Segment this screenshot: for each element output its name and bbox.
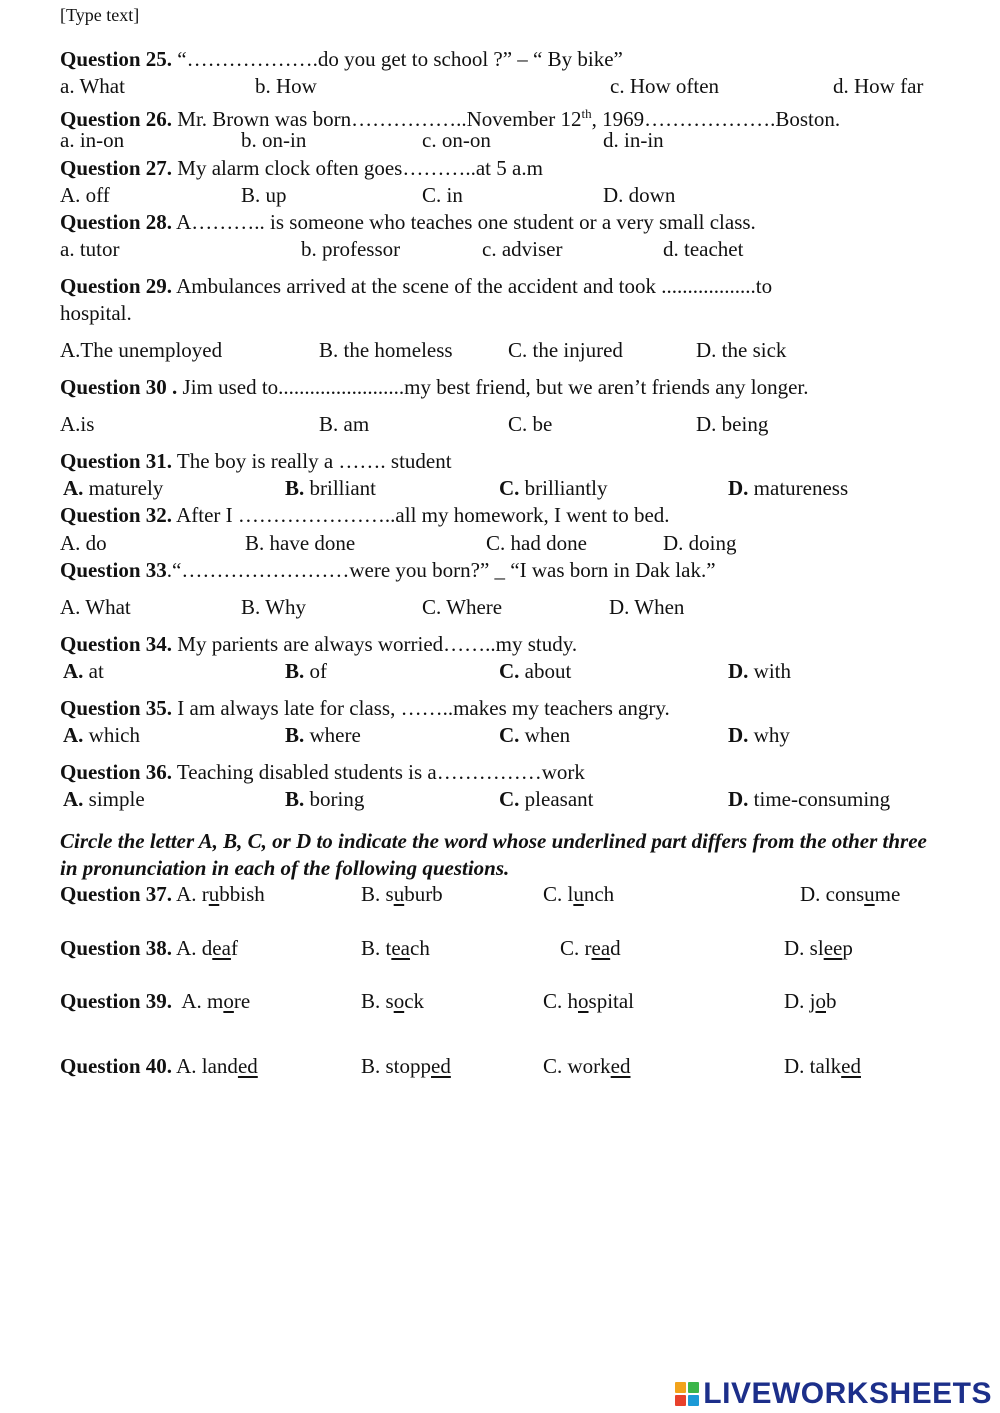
- logo-square: [688, 1382, 699, 1393]
- option-a[interactable]: A.is: [60, 412, 95, 436]
- option-b[interactable]: B. up: [241, 183, 287, 207]
- option-a[interactable]: A. simple: [63, 787, 145, 811]
- option-c[interactable]: C. hospital: [543, 989, 635, 1013]
- question-label: Question 27.: [60, 156, 173, 180]
- option-b[interactable]: B. Why: [241, 595, 306, 619]
- question-25: [60, 46, 623, 73]
- option-b[interactable]: B. the homeless: [319, 338, 453, 362]
- logo-text: LIVEWORKSHEETS: [703, 1377, 992, 1410]
- option-c[interactable]: C. the injured: [508, 338, 623, 362]
- liveworksheets-logo[interactable]: [675, 1377, 992, 1410]
- option-b[interactable]: B. where: [285, 723, 361, 747]
- question-31: [60, 448, 452, 475]
- question-label: Question 30 .: [60, 375, 178, 399]
- option-a[interactable]: A.The unemployed: [60, 338, 223, 362]
- option-d[interactable]: D. being: [696, 412, 769, 436]
- option-d[interactable]: D. time-consuming: [728, 787, 891, 811]
- question-32: [60, 502, 670, 529]
- logo-square: [688, 1395, 699, 1406]
- question-35: [60, 695, 670, 722]
- option-a[interactable]: a. in-on: [60, 128, 125, 152]
- option-a[interactable]: A. more: [172, 989, 251, 1013]
- option-c[interactable]: c. on-on: [422, 128, 491, 152]
- option-c[interactable]: C. brilliantly: [499, 476, 608, 500]
- question-text: Jim used to........................my best friend, but we aren’t friends any longer.: [177, 375, 809, 399]
- question-37: [60, 881, 265, 908]
- question-text: Mr. Brown was born……………..November 12: [172, 107, 582, 131]
- option-d[interactable]: D. talked: [784, 1054, 861, 1078]
- option-c[interactable]: C. pleasant: [499, 787, 594, 811]
- question-label: Question 39.: [60, 989, 173, 1013]
- question-text: My parients are always worried……..my study.: [172, 632, 578, 656]
- option-a[interactable]: A. at: [63, 659, 104, 683]
- question-label: Question 37.: [60, 882, 173, 906]
- option-c[interactable]: C. read: [560, 936, 621, 960]
- option-c[interactable]: c. How often: [610, 74, 720, 98]
- question-label: Question 35.: [60, 696, 173, 720]
- option-b[interactable]: b. on-in: [241, 128, 307, 152]
- question-text: “……………….do you get to school ?” – “ By bike”: [172, 47, 623, 71]
- question-40: [60, 1053, 258, 1080]
- option-d[interactable]: D. with: [728, 659, 792, 683]
- question-30: [60, 374, 809, 401]
- option-a[interactable]: A. do: [60, 531, 107, 555]
- question-27: [60, 155, 543, 182]
- option-d[interactable]: D. When: [609, 595, 685, 619]
- option-a[interactable]: A. which: [63, 723, 140, 747]
- option-b[interactable]: B. suburb: [361, 882, 443, 906]
- option-b[interactable]: B. have done: [245, 531, 356, 555]
- option-a[interactable]: A. rubbish: [172, 882, 265, 906]
- question-text-continued: , 1969……………….Boston.: [591, 107, 841, 131]
- question-36: [60, 759, 585, 786]
- option-b[interactable]: b. How: [255, 74, 317, 98]
- option-a[interactable]: A. maturely: [63, 476, 164, 500]
- question-label: Question 40.: [60, 1054, 173, 1078]
- option-b[interactable]: B. stopped: [361, 1054, 451, 1078]
- question-29-continued: hospital.: [60, 301, 132, 325]
- question-28: [60, 209, 756, 236]
- option-c[interactable]: C. worked: [543, 1054, 631, 1078]
- option-d[interactable]: D. sleep: [784, 936, 853, 960]
- question-text: .“……………………were you born?” _ “I was born in Dak lak.”: [166, 558, 716, 582]
- question-text: A……….. is someone who teaches one student or a very small class.: [172, 210, 756, 234]
- page-header: [Type text]: [60, 5, 140, 25]
- option-c[interactable]: C. about: [499, 659, 572, 683]
- option-c[interactable]: C. lunch: [543, 882, 615, 906]
- question-label: Question 28.: [60, 210, 173, 234]
- option-d[interactable]: D. the sick: [696, 338, 787, 362]
- question-text: I am always late for class, ……..makes my teachers angry.: [172, 696, 670, 720]
- question-label: Question 36.: [60, 760, 173, 784]
- question-label: Question 26.: [60, 107, 173, 131]
- question-29: [60, 273, 772, 300]
- option-c[interactable]: C. had done: [486, 531, 587, 555]
- option-d[interactable]: D. why: [728, 723, 790, 747]
- option-d[interactable]: d. teachet: [663, 237, 744, 261]
- option-b[interactable]: B. boring: [285, 787, 365, 811]
- option-b[interactable]: B. of: [285, 659, 328, 683]
- option-a[interactable]: a. tutor: [60, 237, 120, 261]
- question-text: After I …………………..all my homework, I went to bed.: [172, 503, 670, 527]
- question-label: Question 34.: [60, 632, 173, 656]
- option-a[interactable]: A. deaf: [172, 936, 238, 960]
- question-text: Ambulances arrived at the scene of the accident and took ..................to: [172, 274, 773, 298]
- superscript: th: [581, 106, 592, 121]
- option-d[interactable]: D. matureness: [728, 476, 849, 500]
- option-d[interactable]: D. job: [784, 989, 837, 1013]
- question-label: Question 38.: [60, 936, 173, 960]
- option-b[interactable]: B. teach: [361, 936, 430, 960]
- option-d[interactable]: d. in-in: [603, 128, 664, 152]
- logo-square: [675, 1382, 686, 1393]
- option-a[interactable]: A. What: [60, 595, 131, 619]
- option-a[interactable]: a. What: [60, 74, 125, 98]
- question-text: The boy is really a ……. student: [172, 449, 452, 473]
- option-c[interactable]: C. in: [422, 183, 463, 207]
- option-b[interactable]: B. brilliant: [285, 476, 377, 500]
- question-label: Question 33: [60, 558, 167, 582]
- logo-square: [675, 1395, 686, 1406]
- option-c[interactable]: C. when: [499, 723, 571, 747]
- option-a[interactable]: A. off: [60, 183, 110, 207]
- question-text: Teaching disabled students is a……………work: [172, 760, 585, 784]
- question-label: Question 29.: [60, 274, 173, 298]
- question-label: Question 25.: [60, 47, 173, 71]
- section-instruction: Circle the letter A, B, C, or D to indicate the word whose underlined part differs from the other three in pronunciation in each of the following questions.: [60, 829, 927, 880]
- question-34: [60, 631, 577, 658]
- question-label: Question 32.: [60, 503, 173, 527]
- question-38: [60, 935, 238, 962]
- option-b[interactable]: B. am: [319, 412, 370, 436]
- option-c[interactable]: C. Where: [422, 595, 503, 619]
- question-text: My alarm clock often goes………..at 5 a.m: [172, 156, 543, 180]
- option-d[interactable]: D. doing: [663, 531, 737, 555]
- option-c[interactable]: c. adviser: [482, 237, 563, 261]
- logo-mark-icon: [675, 1382, 699, 1406]
- question-label: Question 31.: [60, 449, 173, 473]
- question-39: [60, 988, 250, 1015]
- option-c[interactable]: C. be: [508, 412, 553, 436]
- option-b[interactable]: b. professor: [301, 237, 401, 261]
- option-a[interactable]: A. landed: [172, 1054, 258, 1078]
- option-d[interactable]: D. consume: [800, 882, 901, 906]
- question-33: [60, 557, 716, 584]
- option-d[interactable]: D. down: [603, 183, 676, 207]
- option-b[interactable]: B. sock: [361, 989, 425, 1013]
- option-d[interactable]: d. How far: [833, 74, 924, 98]
